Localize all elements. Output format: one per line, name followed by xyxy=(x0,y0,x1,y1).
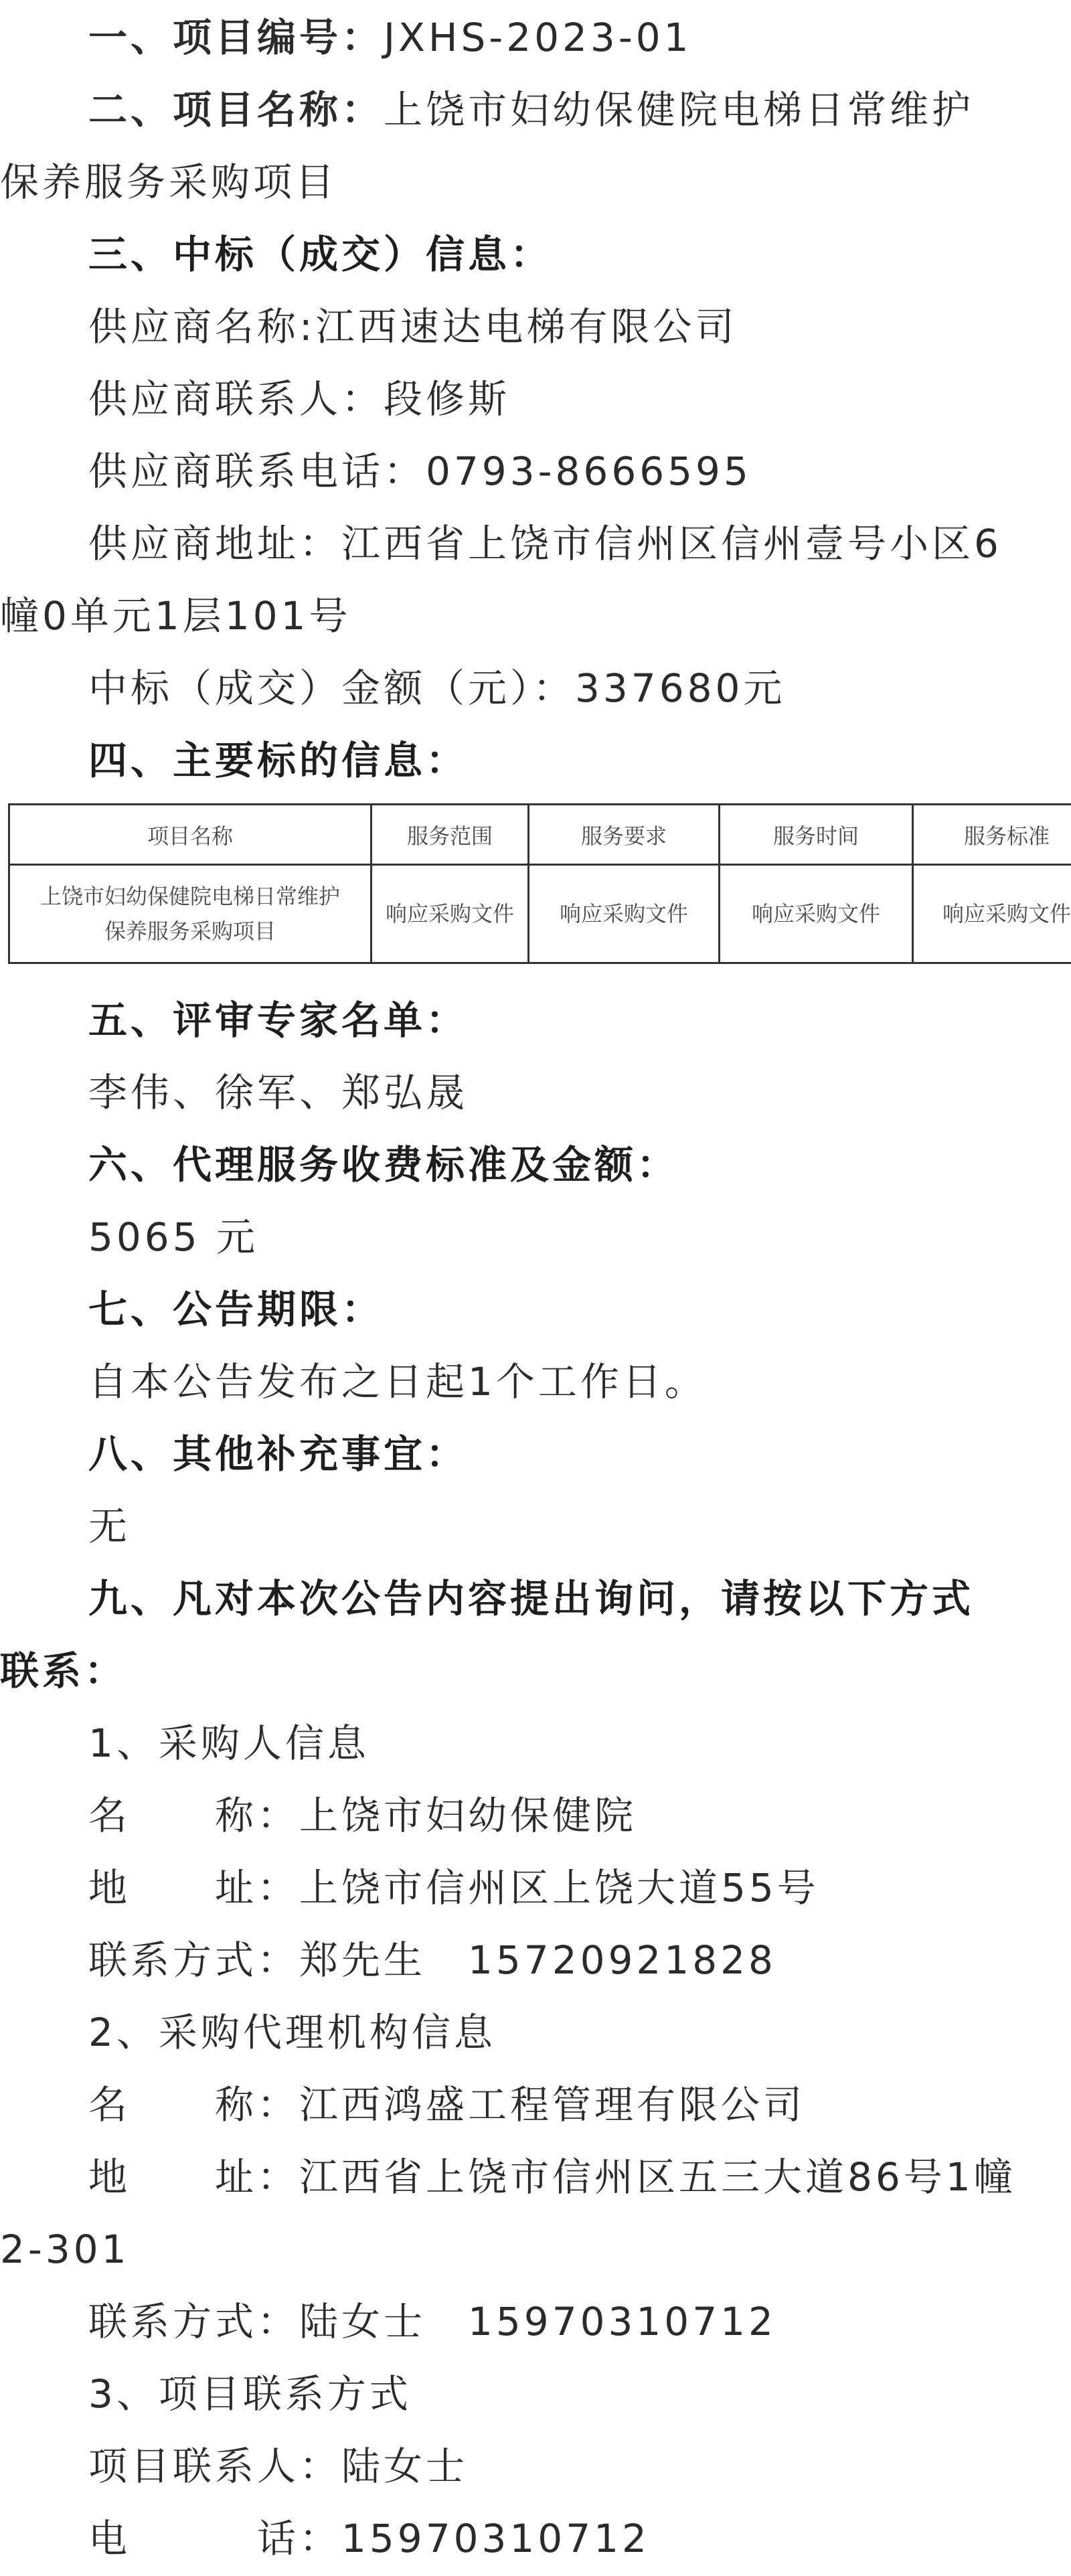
project-contact-title: 3、项目联系方式 xyxy=(88,2371,412,2417)
fee-heading: 六、代理服务收费标准及金额： xyxy=(88,1142,679,1188)
contact-heading-continued: 联系： xyxy=(0,1648,127,1694)
purchaser-address: 地 址：上饶市信州区上饶大道55号 xyxy=(88,1865,819,1911)
supplier-contact: 供应商联系人：段修斯 xyxy=(88,376,511,422)
project-name-value: 上饶市妇幼保健院电梯日常维护 xyxy=(384,87,975,133)
project-number xyxy=(0,1,1071,74)
experts-list: 李伟、徐军、郑弘晟 xyxy=(88,1070,469,1115)
project-name-label: 二、项目名称： xyxy=(88,87,384,133)
fee-amount: 5065 元 xyxy=(88,1214,259,1260)
other-heading: 八、其他补充事宜： xyxy=(88,1431,469,1477)
table-cell-line: 保养服务采购项目 xyxy=(104,918,276,944)
table-header: 服务范围 xyxy=(372,805,529,865)
other-text: 无 xyxy=(88,1504,131,1549)
supplier-name: 供应商名称:江西速达电梯有限公司 xyxy=(88,304,738,349)
supplier-address-continued: 幢0单元1层101号 xyxy=(0,593,351,639)
supplier-phone: 供应商联系电话：0793-8666595 xyxy=(88,449,752,494)
subject-table xyxy=(8,803,1071,964)
purchaser-contact: 联系方式：郑先生 15720921828 xyxy=(88,1937,776,1983)
table-header: 服务时间 xyxy=(720,805,913,865)
agency-address-continued: 2-301 xyxy=(0,2227,130,2272)
table-cell-project-name xyxy=(9,865,372,963)
project-name xyxy=(0,74,1071,146)
agency-address: 地 址：江西省上饶市信州区五三大道86号1幢 xyxy=(88,2154,1016,2200)
subject-heading: 四、主要标的信息： xyxy=(88,738,469,783)
table-cell-line: 上饶市妇幼保健院电梯日常维护 xyxy=(39,884,340,909)
project-number-value: JXHS-2023-01 xyxy=(384,15,692,60)
project-number-label: 一、项目编号： xyxy=(88,15,384,60)
table-row xyxy=(9,865,1071,963)
table-cell-time: 响应采购文件 xyxy=(720,865,913,963)
purchaser-title: 1、采购人信息 xyxy=(88,1720,369,1766)
supplier-address: 供应商地址：江西省上饶市信州区信州壹号小区6 xyxy=(88,521,1002,566)
purchaser-name: 名 称：上饶市妇幼保健院 xyxy=(88,1793,637,1838)
table-header-row xyxy=(9,805,1071,865)
agency-contact: 联系方式：陆女士 15970310712 xyxy=(88,2299,776,2344)
period-heading: 七、公告期限： xyxy=(88,1287,384,1332)
experts-heading: 五、评审专家名单： xyxy=(88,997,469,1043)
table-cell-scope: 响应采购文件 xyxy=(372,865,529,963)
award-heading: 三、中标（成交）信息： xyxy=(88,232,553,277)
project-contact-phone: 电 话：15970310712 xyxy=(88,2516,650,2561)
agency-title: 2、采购代理机构信息 xyxy=(88,2010,496,2055)
agency-name: 名 称：江西鸿盛工程管理有限公司 xyxy=(88,2082,806,2127)
table-cell-requirements: 响应采购文件 xyxy=(529,865,720,963)
table-header: 服务要求 xyxy=(529,805,720,865)
contact-heading: 九、凡对本次公告内容提出询问，请按以下方式 xyxy=(88,1576,975,1621)
award-amount: 中标（成交）金额（元）：337680元 xyxy=(88,665,786,711)
project-name-continued: 保养服务采购项目 xyxy=(0,159,338,205)
period-text: 自本公告发布之日起1个工作日。 xyxy=(88,1359,707,1404)
table-cell-standard: 响应采购文件 xyxy=(913,865,1071,963)
project-contact-person: 项目联系人：陆女士 xyxy=(88,2443,469,2489)
table-header: 服务标准 xyxy=(913,805,1071,865)
table-header: 项目名称 xyxy=(9,805,372,865)
